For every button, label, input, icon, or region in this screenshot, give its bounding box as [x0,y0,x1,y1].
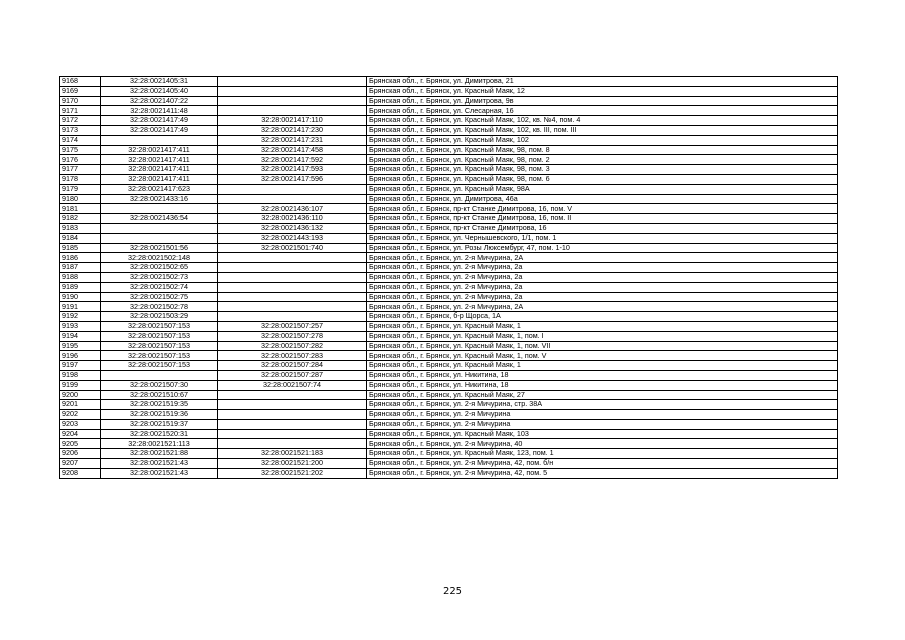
address-cell: Брянская обл., г. Брянск, ул. 2-я Мичурина, 2а [367,282,838,292]
row-number-cell: 9185 [60,243,101,253]
row-number-cell: 9181 [60,204,101,214]
table-row [60,292,838,302]
row-number-cell: 9198 [60,370,101,380]
row-number-cell: 9174 [60,135,101,145]
object-cadastral-number-cell [218,184,367,194]
cadastral-number-cell: 32:28:0021501:56 [101,243,218,253]
cadastral-number-cell: 32:28:0021411:48 [101,106,218,116]
address-cell: Брянская обл., г. Брянск, ул. Красный Маяк, 98А [367,184,838,194]
address-cell: Брянская обл., г. Брянск, ул. Красный Маяк, 103 [367,429,838,439]
row-number-cell: 9208 [60,468,101,478]
table-row [60,459,838,469]
object-cadastral-number-cell: 32:28:0021417:593 [218,165,367,175]
address-cell: Брянская обл., г. Брянск, ул. 2-я Мичурина, стр. 38А [367,400,838,410]
row-number-cell: 9193 [60,321,101,331]
cadastral-number-cell: 32:28:0021521:43 [101,459,218,469]
cadastral-table [59,76,838,479]
address-cell: Брянская обл., г. Брянск, ул. Димитрова, 9в [367,96,838,106]
object-cadastral-number-cell: 32:28:0021436:110 [218,214,367,224]
table-row [60,468,838,478]
address-cell: Брянская обл., г. Брянск, ул. 2-я Мичурина, 40 [367,439,838,449]
address-cell: Брянская обл., г. Брянск, пр-кт Станке Димитрова, 16, пом. II [367,214,838,224]
cadastral-number-cell [101,204,218,214]
table-row [60,302,838,312]
address-cell: Брянская обл., г. Брянск, ул. Димитрова, 46а [367,194,838,204]
object-cadastral-number-cell: 32:28:0021521:183 [218,449,367,459]
table-row [60,243,838,253]
table-row [60,223,838,233]
row-number-cell: 9184 [60,233,101,243]
object-cadastral-number-cell [218,272,367,282]
cadastral-number-cell: 32:28:0021502:75 [101,292,218,302]
table-row [60,233,838,243]
address-cell: Брянская обл., г. Брянск, б-р Щорса, 1А [367,312,838,322]
address-cell: Брянская обл., г. Брянск, ул. Красный Маяк, 1, пом. V [367,351,838,361]
address-cell: Брянская обл., г. Брянск, ул. Красный Маяк, 1 [367,361,838,371]
table-row [60,380,838,390]
address-cell: Брянская обл., г. Брянск, ул. Красный Маяк, 98, пом. 6 [367,174,838,184]
row-number-cell: 9192 [60,312,101,322]
row-number-cell: 9175 [60,145,101,155]
cadastral-number-cell: 32:28:0021417:411 [101,145,218,155]
address-cell: Брянская обл., г. Брянск, ул. Красный Маяк, 98, пом. 3 [367,165,838,175]
object-cadastral-number-cell [218,312,367,322]
address-cell: Брянская обл., г. Брянск, ул. Красный Маяк, 102 [367,135,838,145]
row-number-cell: 9178 [60,174,101,184]
cadastral-number-cell: 32:28:0021417:411 [101,174,218,184]
cadastral-number-cell: 32:28:0021407:22 [101,96,218,106]
row-number-cell: 9188 [60,272,101,282]
cadastral-number-cell: 32:28:0021502:73 [101,272,218,282]
object-cadastral-number-cell [218,429,367,439]
object-cadastral-number-cell [218,390,367,400]
row-number-cell: 9194 [60,331,101,341]
table-body [60,77,838,479]
table-row [60,429,838,439]
row-number-cell: 9172 [60,116,101,126]
cadastral-number-cell [101,370,218,380]
object-cadastral-number-cell [218,194,367,204]
table-row [60,145,838,155]
row-number-cell: 9202 [60,410,101,420]
row-number-cell: 9197 [60,361,101,371]
address-cell: Брянская обл., г. Брянск, ул. 2-я Мичурина, 2А [367,253,838,263]
row-number-cell: 9203 [60,419,101,429]
cadastral-number-cell: 32:28:0021417:411 [101,155,218,165]
row-number-cell: 9168 [60,77,101,87]
row-number-cell: 9196 [60,351,101,361]
object-cadastral-number-cell: 32:28:0021417:230 [218,125,367,135]
address-cell: Брянская обл., г. Брянск, пр-кт Станке Димитрова, 16, пом. V [367,204,838,214]
cadastral-number-cell [101,223,218,233]
table-row [60,419,838,429]
object-cadastral-number-cell: 32:28:0021507:257 [218,321,367,331]
cadastral-number-cell: 32:28:0021507:153 [101,321,218,331]
table-row [60,155,838,165]
table-row [60,351,838,361]
address-cell: Брянская обл., г. Брянск, ул. Розы Люксембург, 47, пом. 1-10 [367,243,838,253]
cadastral-number-cell: 32:28:0021521:88 [101,449,218,459]
address-cell: Брянская обл., г. Брянск, ул. 2-я Мичурина, 2а [367,292,838,302]
object-cadastral-number-cell: 32:28:0021507:74 [218,380,367,390]
row-number-cell: 9179 [60,184,101,194]
cadastral-number-cell: 32:28:0021507:153 [101,341,218,351]
cadastral-number-cell: 32:28:0021502:148 [101,253,218,263]
row-number-cell: 9183 [60,223,101,233]
cadastral-number-cell: 32:28:0021507:153 [101,331,218,341]
table-row [60,439,838,449]
table-row [60,125,838,135]
cadastral-number-cell: 32:28:0021405:31 [101,77,218,87]
table-row [60,86,838,96]
row-number-cell: 9187 [60,263,101,273]
cadastral-number-cell: 32:28:0021507:30 [101,380,218,390]
cadastral-number-cell: 32:28:0021507:153 [101,351,218,361]
object-cadastral-number-cell [218,86,367,96]
table-row [60,165,838,175]
table-row [60,272,838,282]
table-row [60,106,838,116]
cadastral-number-cell [101,135,218,145]
table-row [60,312,838,322]
address-cell: Брянская обл., г. Брянск, ул. 2-я Мичурина, 2А [367,302,838,312]
object-cadastral-number-cell: 32:28:0021507:284 [218,361,367,371]
cadastral-number-cell: 32:28:0021519:36 [101,410,218,420]
object-cadastral-number-cell [218,106,367,116]
object-cadastral-number-cell: 32:28:0021521:202 [218,468,367,478]
row-number-cell: 9190 [60,292,101,302]
cadastral-number-cell: 32:28:0021503:29 [101,312,218,322]
cadastral-number-cell: 32:28:0021502:74 [101,282,218,292]
cadastral-number-cell: 32:28:0021433:16 [101,194,218,204]
address-cell: Брянская обл., г. Брянск, ул. Никитина, 18 [367,380,838,390]
object-cadastral-number-cell [218,439,367,449]
object-cadastral-number-cell: 32:28:0021507:278 [218,331,367,341]
object-cadastral-number-cell [218,253,367,263]
row-number-cell: 9206 [60,449,101,459]
cadastral-number-cell: 32:28:0021417:623 [101,184,218,194]
row-number-cell: 9182 [60,214,101,224]
cadastral-number-cell: 32:28:0021417:411 [101,165,218,175]
table-row [60,400,838,410]
row-number-cell: 9171 [60,106,101,116]
cadastral-number-cell: 32:28:0021519:37 [101,419,218,429]
address-cell: Брянская обл., г. Брянск, ул. 2-я Мичурина [367,410,838,420]
address-cell: Брянская обл., г. Брянск, ул. 2-я Мичурина [367,419,838,429]
table-row [60,184,838,194]
table-row [60,321,838,331]
table-row [60,361,838,371]
address-cell: Брянская обл., г. Брянск, ул. Красный Маяк, 1 [367,321,838,331]
object-cadastral-number-cell: 32:28:0021417:231 [218,135,367,145]
cadastral-number-cell: 32:28:0021521:43 [101,468,218,478]
address-cell: Брянская обл., г. Брянск, ул. Красный Маяк, 12 [367,86,838,96]
object-cadastral-number-cell [218,282,367,292]
cadastral-number-cell: 32:28:0021502:65 [101,263,218,273]
table-row [60,77,838,87]
cadastral-number-cell: 32:28:0021436:54 [101,214,218,224]
object-cadastral-number-cell [218,410,367,420]
object-cadastral-number-cell: 32:28:0021521:200 [218,459,367,469]
row-number-cell: 9199 [60,380,101,390]
row-number-cell: 9204 [60,429,101,439]
row-number-cell: 9195 [60,341,101,351]
address-cell: Брянская обл., г. Брянск, ул. Красный Маяк, 1, пом. VII [367,341,838,351]
address-cell: Брянская обл., г. Брянск, ул. Слесарная, 16 [367,106,838,116]
table-row [60,135,838,145]
table-row [60,410,838,420]
row-number-cell: 9207 [60,459,101,469]
table-row [60,263,838,273]
table-row [60,370,838,380]
address-cell: Брянская обл., г. Брянск, ул. Красный Маяк, 123, пом. 1 [367,449,838,459]
table-row [60,282,838,292]
table-row [60,194,838,204]
object-cadastral-number-cell [218,263,367,273]
object-cadastral-number-cell [218,419,367,429]
cadastral-number-cell: 32:28:0021417:49 [101,125,218,135]
cadastral-number-cell: 32:28:0021405:40 [101,86,218,96]
row-number-cell: 9191 [60,302,101,312]
table-row [60,214,838,224]
object-cadastral-number-cell: 32:28:0021436:107 [218,204,367,214]
row-number-cell: 9176 [60,155,101,165]
object-cadastral-number-cell: 32:28:0021436:132 [218,223,367,233]
address-cell: Брянская обл., г. Брянск, ул. 2-я Мичурина, 42, пом. б/н [367,459,838,469]
object-cadastral-number-cell: 32:28:0021507:287 [218,370,367,380]
address-cell: Брянская обл., г. Брянск, ул. 2-я Мичурина, 2а [367,263,838,273]
object-cadastral-number-cell: 32:28:0021417:110 [218,116,367,126]
row-number-cell: 9177 [60,165,101,175]
address-cell: Брянская обл., г. Брянск, ул. Чернышевского, 1/1, пом. 1 [367,233,838,243]
row-number-cell: 9170 [60,96,101,106]
table-row [60,204,838,214]
row-number-cell: 9189 [60,282,101,292]
address-cell: Брянская обл., г. Брянск, ул. 2-я Мичурина, 42, пом. 5 [367,468,838,478]
address-cell: Брянская обл., г. Брянск, ул. Красный Маяк, 98, пом. 2 [367,155,838,165]
table-row [60,449,838,459]
row-number-cell: 9169 [60,86,101,96]
object-cadastral-number-cell: 32:28:0021417:458 [218,145,367,155]
object-cadastral-number-cell [218,302,367,312]
cadastral-number-cell: 32:28:0021521:113 [101,439,218,449]
object-cadastral-number-cell: 32:28:0021501:740 [218,243,367,253]
address-cell: Брянская обл., г. Брянск, ул. Красный Маяк, 27 [367,390,838,400]
address-cell: Брянская обл., г. Брянск, ул. Красный Маяк, 102, кв. №4, пом. 4 [367,116,838,126]
cadastral-number-cell [101,233,218,243]
cadastral-number-cell: 32:28:0021510:67 [101,390,218,400]
table-row [60,174,838,184]
cadastral-number-cell: 32:28:0021502:78 [101,302,218,312]
address-cell: Брянская обл., г. Брянск, пр-кт Станке Димитрова, 16 [367,223,838,233]
address-cell: Брянская обл., г. Брянск, ул. Красный Маяк, 98, пом. 8 [367,145,838,155]
table-row [60,390,838,400]
row-number-cell: 9205 [60,439,101,449]
object-cadastral-number-cell: 32:28:0021507:282 [218,341,367,351]
address-cell: Брянская обл., г. Брянск, ул. Димитрова, 21 [367,77,838,87]
object-cadastral-number-cell [218,77,367,87]
row-number-cell: 9173 [60,125,101,135]
object-cadastral-number-cell: 32:28:0021417:592 [218,155,367,165]
row-number-cell: 9200 [60,390,101,400]
cadastral-number-cell: 32:28:0021507:153 [101,361,218,371]
row-number-cell: 9186 [60,253,101,263]
address-cell: Брянская обл., г. Брянск, ул. Никитина, 18 [367,370,838,380]
table-row [60,253,838,263]
cadastral-number-cell: 32:28:0021520:31 [101,429,218,439]
table-row [60,331,838,341]
row-number-cell: 9201 [60,400,101,410]
cadastral-number-cell: 32:28:0021417:49 [101,116,218,126]
object-cadastral-number-cell: 32:28:0021443:193 [218,233,367,243]
object-cadastral-number-cell: 32:28:0021417:596 [218,174,367,184]
address-cell: Брянская обл., г. Брянск, ул. Красный Маяк, 102, кв. III, пом. III [367,125,838,135]
address-cell: Брянская обл., г. Брянск, ул. Красный Маяк, 1, пом. I [367,331,838,341]
table-row [60,341,838,351]
cadastral-number-cell: 32:28:0021519:35 [101,400,218,410]
table-row [60,96,838,106]
object-cadastral-number-cell [218,400,367,410]
page-number: 225 [442,586,463,597]
object-cadastral-number-cell [218,96,367,106]
table-row [60,116,838,126]
object-cadastral-number-cell: 32:28:0021507:283 [218,351,367,361]
address-cell: Брянская обл., г. Брянск, ул. 2-я Мичурина, 2а [367,272,838,282]
object-cadastral-number-cell [218,292,367,302]
row-number-cell: 9180 [60,194,101,204]
